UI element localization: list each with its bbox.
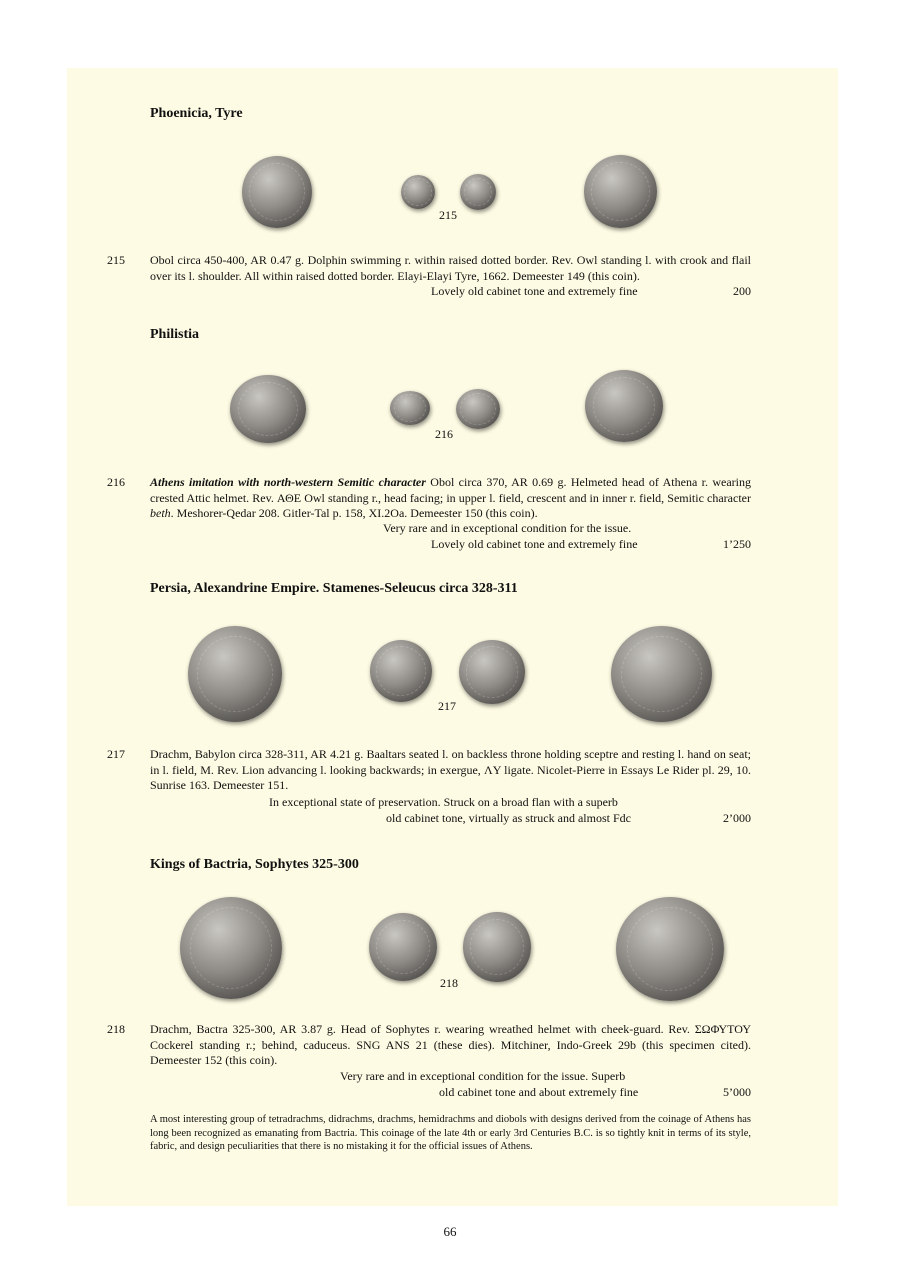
coin-image-reverse bbox=[463, 912, 531, 982]
lot-number: 216 bbox=[107, 475, 125, 489]
condition-line: old cabinet tone, virtually as struck and almost Fdc bbox=[386, 811, 631, 825]
lot-lead-title: Athens imitation with north-western Semitic character bbox=[150, 475, 426, 489]
lot-description: Drachm, Bactra 325-300, AR 3.87 g. Head of Sophytes r. wearing wreathed helmet with cheek-guard. Rev. ΣΩΦΥΤΟΥ Cockerel standing r.; behind, caduceus. SNG ANS 21 (these dies). Mitchiner, Indo-Greek 29b (this specimen cited). Demeester 152 (this coin). bbox=[150, 1022, 751, 1067]
coin-image-obverse bbox=[390, 391, 430, 425]
condition-line: In exceptional state of preservation. Struck on a broad flan with a superb bbox=[269, 795, 618, 809]
coin-image-reverse-enlarged bbox=[585, 370, 663, 442]
plate-number: 215 bbox=[439, 208, 457, 222]
coin-image-reverse bbox=[459, 640, 525, 704]
plate-number: 217 bbox=[438, 699, 456, 713]
coin-image-obverse bbox=[370, 640, 432, 702]
coin-image-obverse-enlarged bbox=[188, 626, 282, 722]
estimate-price: 2’000 bbox=[723, 811, 751, 825]
coin-image-obverse-enlarged bbox=[230, 375, 306, 443]
estimate-price: 5’000 bbox=[723, 1085, 751, 1099]
estimate-price: 1’250 bbox=[723, 537, 751, 551]
coin-image-reverse-enlarged bbox=[611, 626, 712, 722]
section-heading-tyre: Phoenicia, Tyre bbox=[150, 106, 243, 121]
coin-image-reverse bbox=[460, 174, 496, 210]
lot-number: 215 bbox=[107, 253, 125, 267]
condition-line: Lovely old cabinet tone and extremely fine bbox=[431, 284, 638, 298]
lot-description: Obol circa 450-400, AR 0.47 g. Dolphin swimming r. within raised dotted border. Rev. Owl standing l. with crook and flail over its l. shoulder. All within raised dotted border. Elayi-Elayi Tyre, 1662. Demeester 149 (this coin). bbox=[150, 253, 751, 283]
condition-line: Very rare and in exceptional condition for the issue. bbox=[383, 521, 632, 535]
lot-description: Drachm, Babylon circa 328-311, AR 4.21 g. Baaltars seated l. on backless throne holding sceptre and resting l. hand on seat; in l. field, M. Rev. Lion advancing l. looking backwards; in exergue, ΛY ligate. Nicolet-Pierre in Essays Le Rider pl. 29, 10. Sunrise 163. Demeester 151. bbox=[150, 747, 751, 792]
lot-number: 218 bbox=[107, 1022, 125, 1036]
coin-image-reverse-enlarged bbox=[616, 897, 724, 1001]
lot-description: Athens imitation with north-western Semitic character Obol circa 370, AR 0.69 g. Helmeted head of Athena r. wearing crested Attic helmet. Rev. ΑΘΕ Owl standing r., head facing; in upper l. field, crescent and in inner r. field, Semitic character beth. Meshorer-Qedar 208. Gitler-Tal p. 158, XI.2Oa. Demeester 150 (this coin). bbox=[150, 475, 751, 520]
coin-image-obverse bbox=[369, 913, 437, 981]
lot-number: 217 bbox=[107, 747, 125, 761]
condition-line: Very rare and in exceptional condition for the issue. Superb bbox=[340, 1069, 626, 1083]
condition-line: old cabinet tone and about extremely fine bbox=[439, 1085, 639, 1099]
coin-image-obverse-enlarged bbox=[180, 897, 282, 999]
footnote-paragraph: A most interesting group of tetradrachms, didrachms, drachms, hemidrachms and diobols with designs derived from the coinage of Athens has long been recognized as emanating from Bactria. This coinage of the late 4th or early 3rd Centuries B.C. is so tightly knit in terms of its style, fabric, and design peculiarities that there is no mistaking it for the official issues of Athens. bbox=[150, 1114, 751, 1152]
estimate-price: 200 bbox=[733, 284, 751, 298]
coin-image-obverse-enlarged bbox=[242, 156, 312, 228]
plate-number: 216 bbox=[435, 427, 453, 441]
plate-number: 218 bbox=[440, 976, 458, 990]
page-number: 66 bbox=[443, 1224, 457, 1239]
section-heading-persia: Persia, Alexandrine Empire. Stamenes-Seleucus circa 328-311 bbox=[150, 581, 518, 596]
coin-image-obverse bbox=[401, 175, 435, 209]
section-heading-bactria: Kings of Bactria, Sophytes 325-300 bbox=[150, 857, 359, 872]
coin-image-reverse-enlarged bbox=[584, 155, 657, 228]
section-heading-philistia: Philistia bbox=[150, 327, 200, 342]
condition-line: Lovely old cabinet tone and extremely fine bbox=[431, 537, 638, 551]
coin-image-reverse bbox=[456, 389, 500, 429]
